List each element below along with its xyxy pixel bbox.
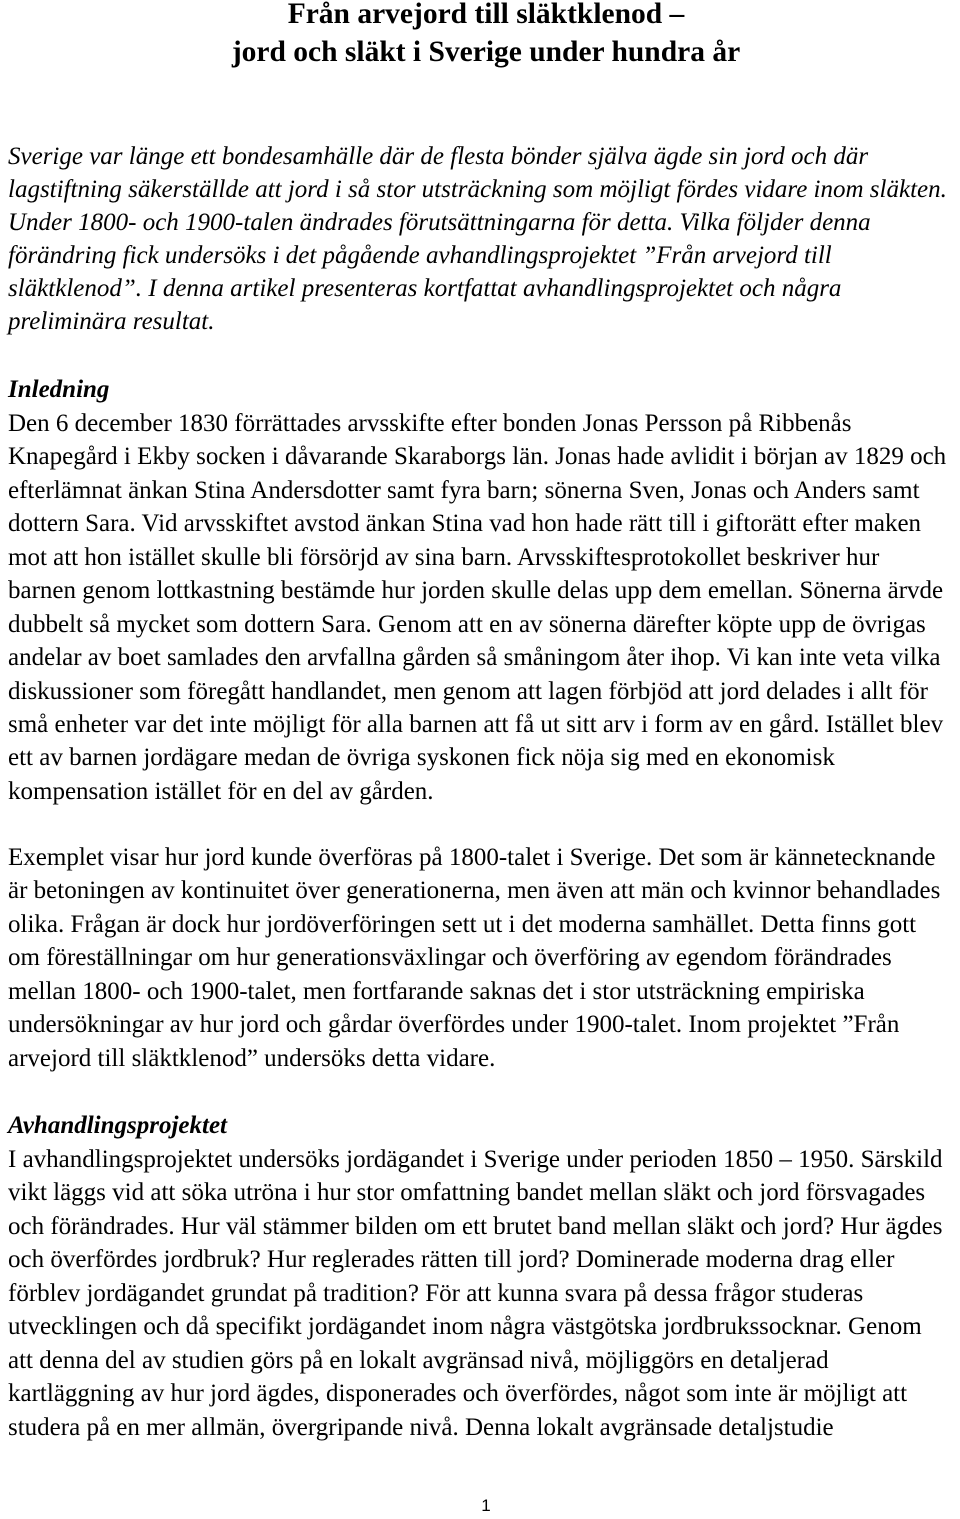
- title-line: jord och släkt i Sverige under hundra år: [231, 36, 741, 68]
- abstract-line: släktklenod”. I denna artikel presenteras kortfattat avhandlingsprojektet och några: [8, 275, 842, 302]
- paragraph-line: Den 6 december 1830 förrättades arvsskifte efter bonden Jonas Persson på Ribbenås: [8, 410, 852, 437]
- document-title: [12, 0, 960, 71]
- paragraph-line: I avhandlingsprojektet undersöks jordägandet i Sverige under perioden 1850 – 1950. Särskild: [8, 1146, 943, 1173]
- paragraph-line: arvejord till släktklenod” undersöks detta vidare.: [8, 1044, 496, 1072]
- paragraph: [8, 1143, 960, 1444]
- paragraph-line: är betoningen av kontinuitet över generationerna, men även att män och kvinnor behandlades: [8, 877, 941, 905]
- page-number: 1: [481, 1496, 491, 1515]
- paragraph-line: andelar av boet samlades den arvfallna gården så småningom åter ihop. Vi kan inte veta vilka: [8, 644, 941, 672]
- paragraph-line: kompensation istället för en del av gården.: [8, 777, 434, 805]
- paragraph-line: utvecklingen och då specifikt jordägandet inom några västgötska jordbrukssocknar. Genom: [8, 1313, 922, 1341]
- abstract-line: lagstiftning säkerställde att jord i så stor utsträckning som möjligt fördes vidare inom släkten.: [8, 176, 947, 203]
- abstract: [8, 140, 960, 338]
- paragraph: [8, 841, 960, 1075]
- abstract-line: preliminära resultat.: [8, 308, 215, 335]
- section-heading-inledning: Inledning: [8, 376, 110, 403]
- paragraph-line: studera på en mer allmän, övergripande nivå. Denna lokalt avgränsade detaljstudie: [8, 1413, 834, 1441]
- paragraph-line: diskussioner som föregått handlandet, men genom att lagen förbjöd att jord delades i allt för: [8, 677, 928, 705]
- paragraph-line: om föreställningar om hur generationsväxlingar och överföring av egendom förändrades: [8, 944, 892, 972]
- abstract-line: Sverige var länge ett bondesamhälle där de flesta bönder själva ägde sin jord och där: [8, 143, 869, 170]
- paragraph-line: undersökningar av hur jord och gårdar överfördes under 1900-talet. Inom projektet ”Från: [8, 1011, 900, 1039]
- paragraph-line: kartläggning av hur jord ägdes, disponerades och överfördes, något som inte är möjligt att: [8, 1380, 908, 1408]
- paragraph-line: ett av barnen jordägare medan de övriga syskonen fick nöja sig med en ekonomisk: [8, 744, 835, 772]
- paragraph-line: barnen genom lottkastning bestämde hur jorden skulle delas upp dem emellan. Sönerna ärvde: [8, 577, 944, 605]
- abstract-line: förändring fick undersöks i det pågående avhandlingsprojektet ”Från arvejord till: [8, 242, 832, 269]
- paragraph-line: små enheter var det inte möjligt för alla barnen att få ut sitt arv i form av en gård. Istället blev: [8, 710, 944, 738]
- paragraph: [8, 407, 960, 808]
- paragraph-line: förblev jordägandet grundat på tradition? För att kunna svara på dessa frågor studeras: [8, 1279, 864, 1307]
- paragraph-line: mot att hon istället skulle bli försörjd av sina barn. Arvsskiftesprotokollet beskriver hur: [8, 543, 880, 571]
- paragraph-line: dottern Sara. Vid arvsskiftet avstod änkan Stina vad hon hade rätt till i giftorätt efter maken: [8, 510, 922, 538]
- paragraph-line: att denna del av studien görs på en lokalt avgränsad nivå, möjliggörs en detaljerad: [8, 1346, 829, 1374]
- abstract-line: Under 1800- och 1900-talen ändrades förutsättningarna för detta. Vilka följder denna: [8, 209, 871, 236]
- paragraph-line: vikt läggs vid att söka utröna i hur stor omfattning bandet mellan släkt och jord försvagades: [8, 1179, 926, 1207]
- paragraph-line: och förändrades. Hur väl stämmer bilden om ett brutet band mellan släkt och jord? Hur ägdes: [8, 1212, 943, 1240]
- paragraph-line: Exemplet visar hur jord kunde överföras på 1800-talet i Sverige. Det som är kännetecknande: [8, 844, 936, 871]
- paragraph-line: olika. Frågan är dock hur jordöverföringen sett ut i det moderna samhället. Detta finns gott: [8, 910, 917, 938]
- paragraph-line: mellan 1800- och 1900-talet, men fortfarande saknas det i stor utsträckning empiriska: [8, 977, 865, 1005]
- title-line: Från arvejord till släktklenod –: [287, 0, 685, 30]
- paragraph-line: efterlämnat änkan Stina Andersdotter samt fyra barn; sönerna Sven, Jonas och Anders samt: [8, 476, 920, 504]
- paragraph-line: och överfördes jordbruk? Hur reglerades rätten till jord? Dominerade moderna drag eller: [8, 1246, 895, 1274]
- section-heading-avhandlingsprojektet: Avhandlingsprojektet: [8, 1112, 228, 1139]
- paragraph-line: Knapegård i Ekby socken i dåvarande Skaraborgs län. Jonas hade avlidit i början av 1829 och: [8, 443, 947, 471]
- paragraph-line: dubbelt så mycket som dottern Sara. Genom att en av sönerna därefter köpte upp de övrigas: [8, 610, 926, 638]
